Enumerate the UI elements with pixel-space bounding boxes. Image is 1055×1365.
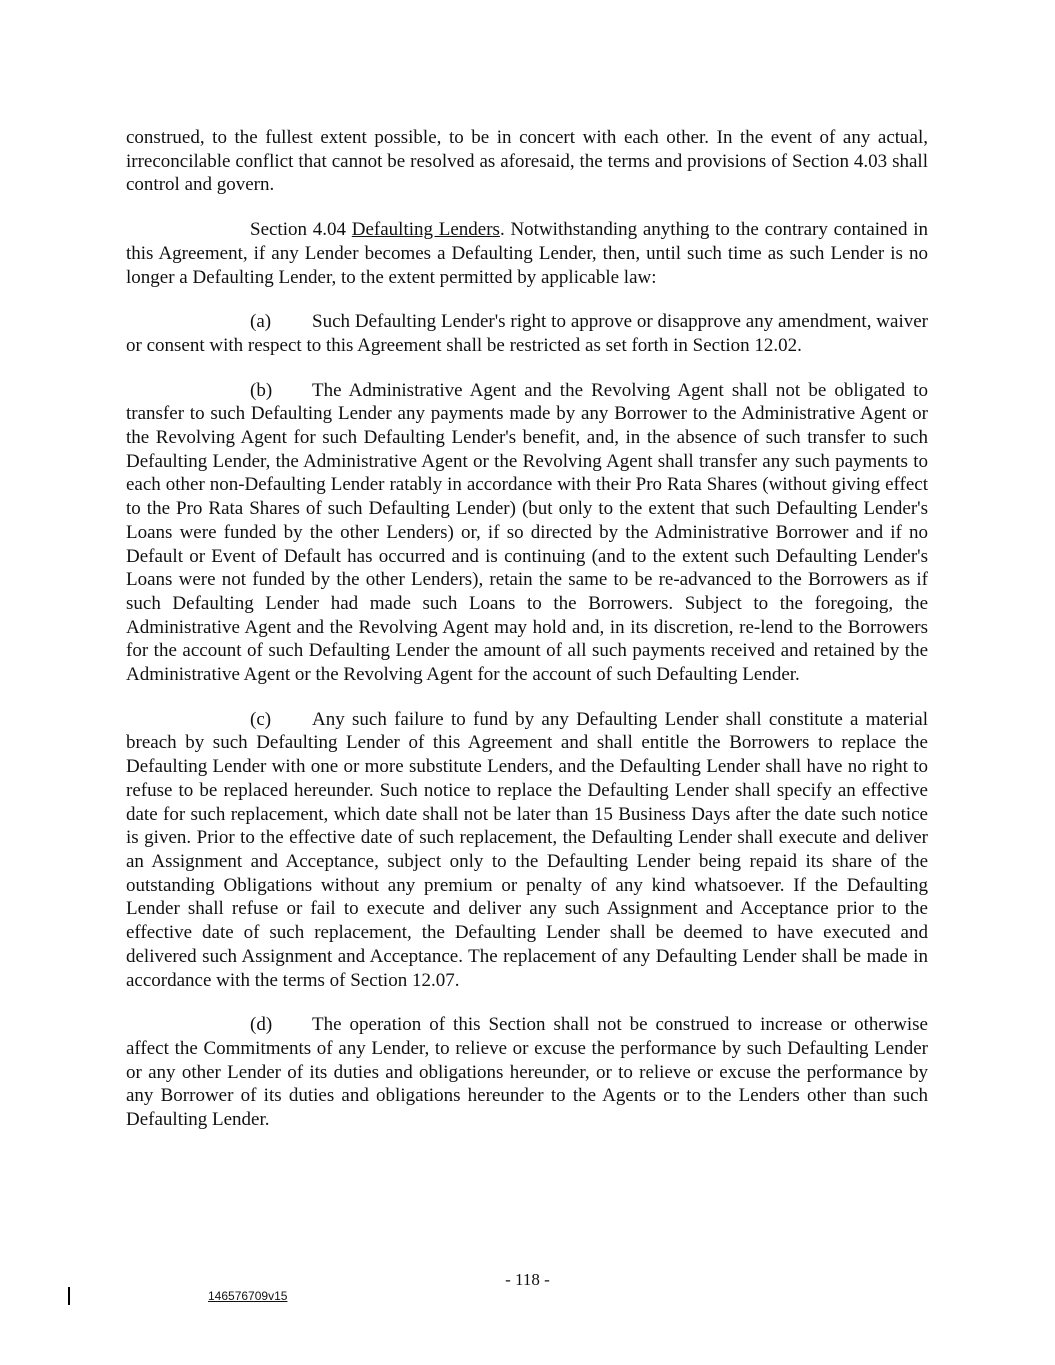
clause-label-a: (a) — [250, 311, 272, 333]
paragraph-b — [126, 379, 928, 687]
clause-text-a: Such Defaulting Lender's right to approve or disapprove any amendment, waiver or consent with respect to this Agreement shall be restricted as set forth in Section 12.02. — [126, 311, 928, 356]
paragraph-a — [126, 310, 928, 357]
clause-text-b: The Administrative Agent and the Revolving Agent shall not be obligated to transfer to such Defaulting Lender any payments made by any Borrower to the Administrative Agent or the Revolving Agent for such Defaulting Lender's benefit, and, in the absence of such transfer to such Defaulting Lender, the Administrative Agent or the Revolving Agent shall transfer any such payments to each other non-Defaulting Lender ratably in accordance with their Pro Rata Shares (without giving effect to the Pro Rata Shares of such Defaulting Lender) (but only to the extent that such Defaulting Lender's Loans were funded by the other Lenders) or, if so directed by the Administrative Borrower and if no Default or Event of Default has occurred and is continuing (and to the extent such Defaulting Lender's Loans were not funded by the other Lenders), retain the same to be re-advanced to the Borrowers as if such Defaulting Lender had made such Loans to the Borrowers. Subject to the foregoing, the Administrative Agent and the Revolving Agent may hold and, in its discretion, re-lend to the Borrowers for the account of such Defaulting Lender the amount of all such payments received and retained by the Administrative Agent or the Revolving Agent for the account of such Defaulting Lender. — [126, 379, 928, 686]
clause-label-b: (b) — [250, 379, 273, 401]
section-title: Defaulting Lenders — [351, 219, 500, 241]
section-label: Section 4.04 — [250, 219, 346, 241]
paragraph-intro: construed, to the fullest extent possible, to be in concert with each other. In the event of any actual, irreconcilable conflict that cannot be resolved as aforesaid, the terms and provisions of Section 4.03 shall control and govern. — [126, 127, 928, 196]
paragraph-section-4-04 — [126, 218, 928, 289]
clause-text-c: Any such failure to fund by any Defaulting Lender shall constitute a material breach by such Defaulting Lender of this Agreement and shall entitle the Borrowers to replace the Defaulting Lender with one or more substitute Lenders, and the Defaulting Lender shall have no right to refuse to be replaced hereunder. Such notice to replace the Defaulting Lender shall specify an effective date for such replacement, which date shall not be later than 15 Business Days after the date such notice is given. Prior to the effective date of such replacement, the Defaulting Lender shall execute and deliver an Assignment and Acceptance, subject only to the Defaulting Lender being repaid its share of the outstanding Obligations without any premium or penalty of any kind whatsoever. If the Defaulting Lender shall refuse or fail to execute and deliver any such Assignment and Acceptance prior to the effective date of such replacement, the Defaulting Lender shall be deemed to have executed and delivered such Assignment and Acceptance. The replacement of any Defaulting Lender shall be made in accordance with the terms of Section 12.07. — [126, 708, 928, 991]
clause-label-c: (c) — [250, 708, 272, 730]
document-body — [126, 126, 928, 1153]
page-number: - 118 - — [505, 1270, 550, 1289]
document-id: 146576709v15 — [208, 1289, 288, 1303]
clause-label-d: (d) — [250, 1014, 273, 1036]
change-bar — [68, 1287, 70, 1305]
paragraph-c — [126, 708, 928, 992]
section-body: . Notwithstanding anything to the contrary contained in this Agreement, if any Lender becomes a Defaulting Lender, then, until such time as such Lender is no longer a Defaulting Lender, to the extent permitted by applicable law: — [126, 219, 929, 288]
clause-text-d: The operation of this Section shall not be construed to increase or otherwise affect the Commitments of any Lender, to relieve or excuse the performance by such Defaulting Lender or any other Lender of its duties and obligations hereunder, or to relieve or excuse the performance by any Borrower of its duties and obligations hereunder to the Agents or to the Lenders other than such Defaulting Lender. — [126, 1014, 928, 1131]
paragraph-d — [126, 1013, 928, 1132]
